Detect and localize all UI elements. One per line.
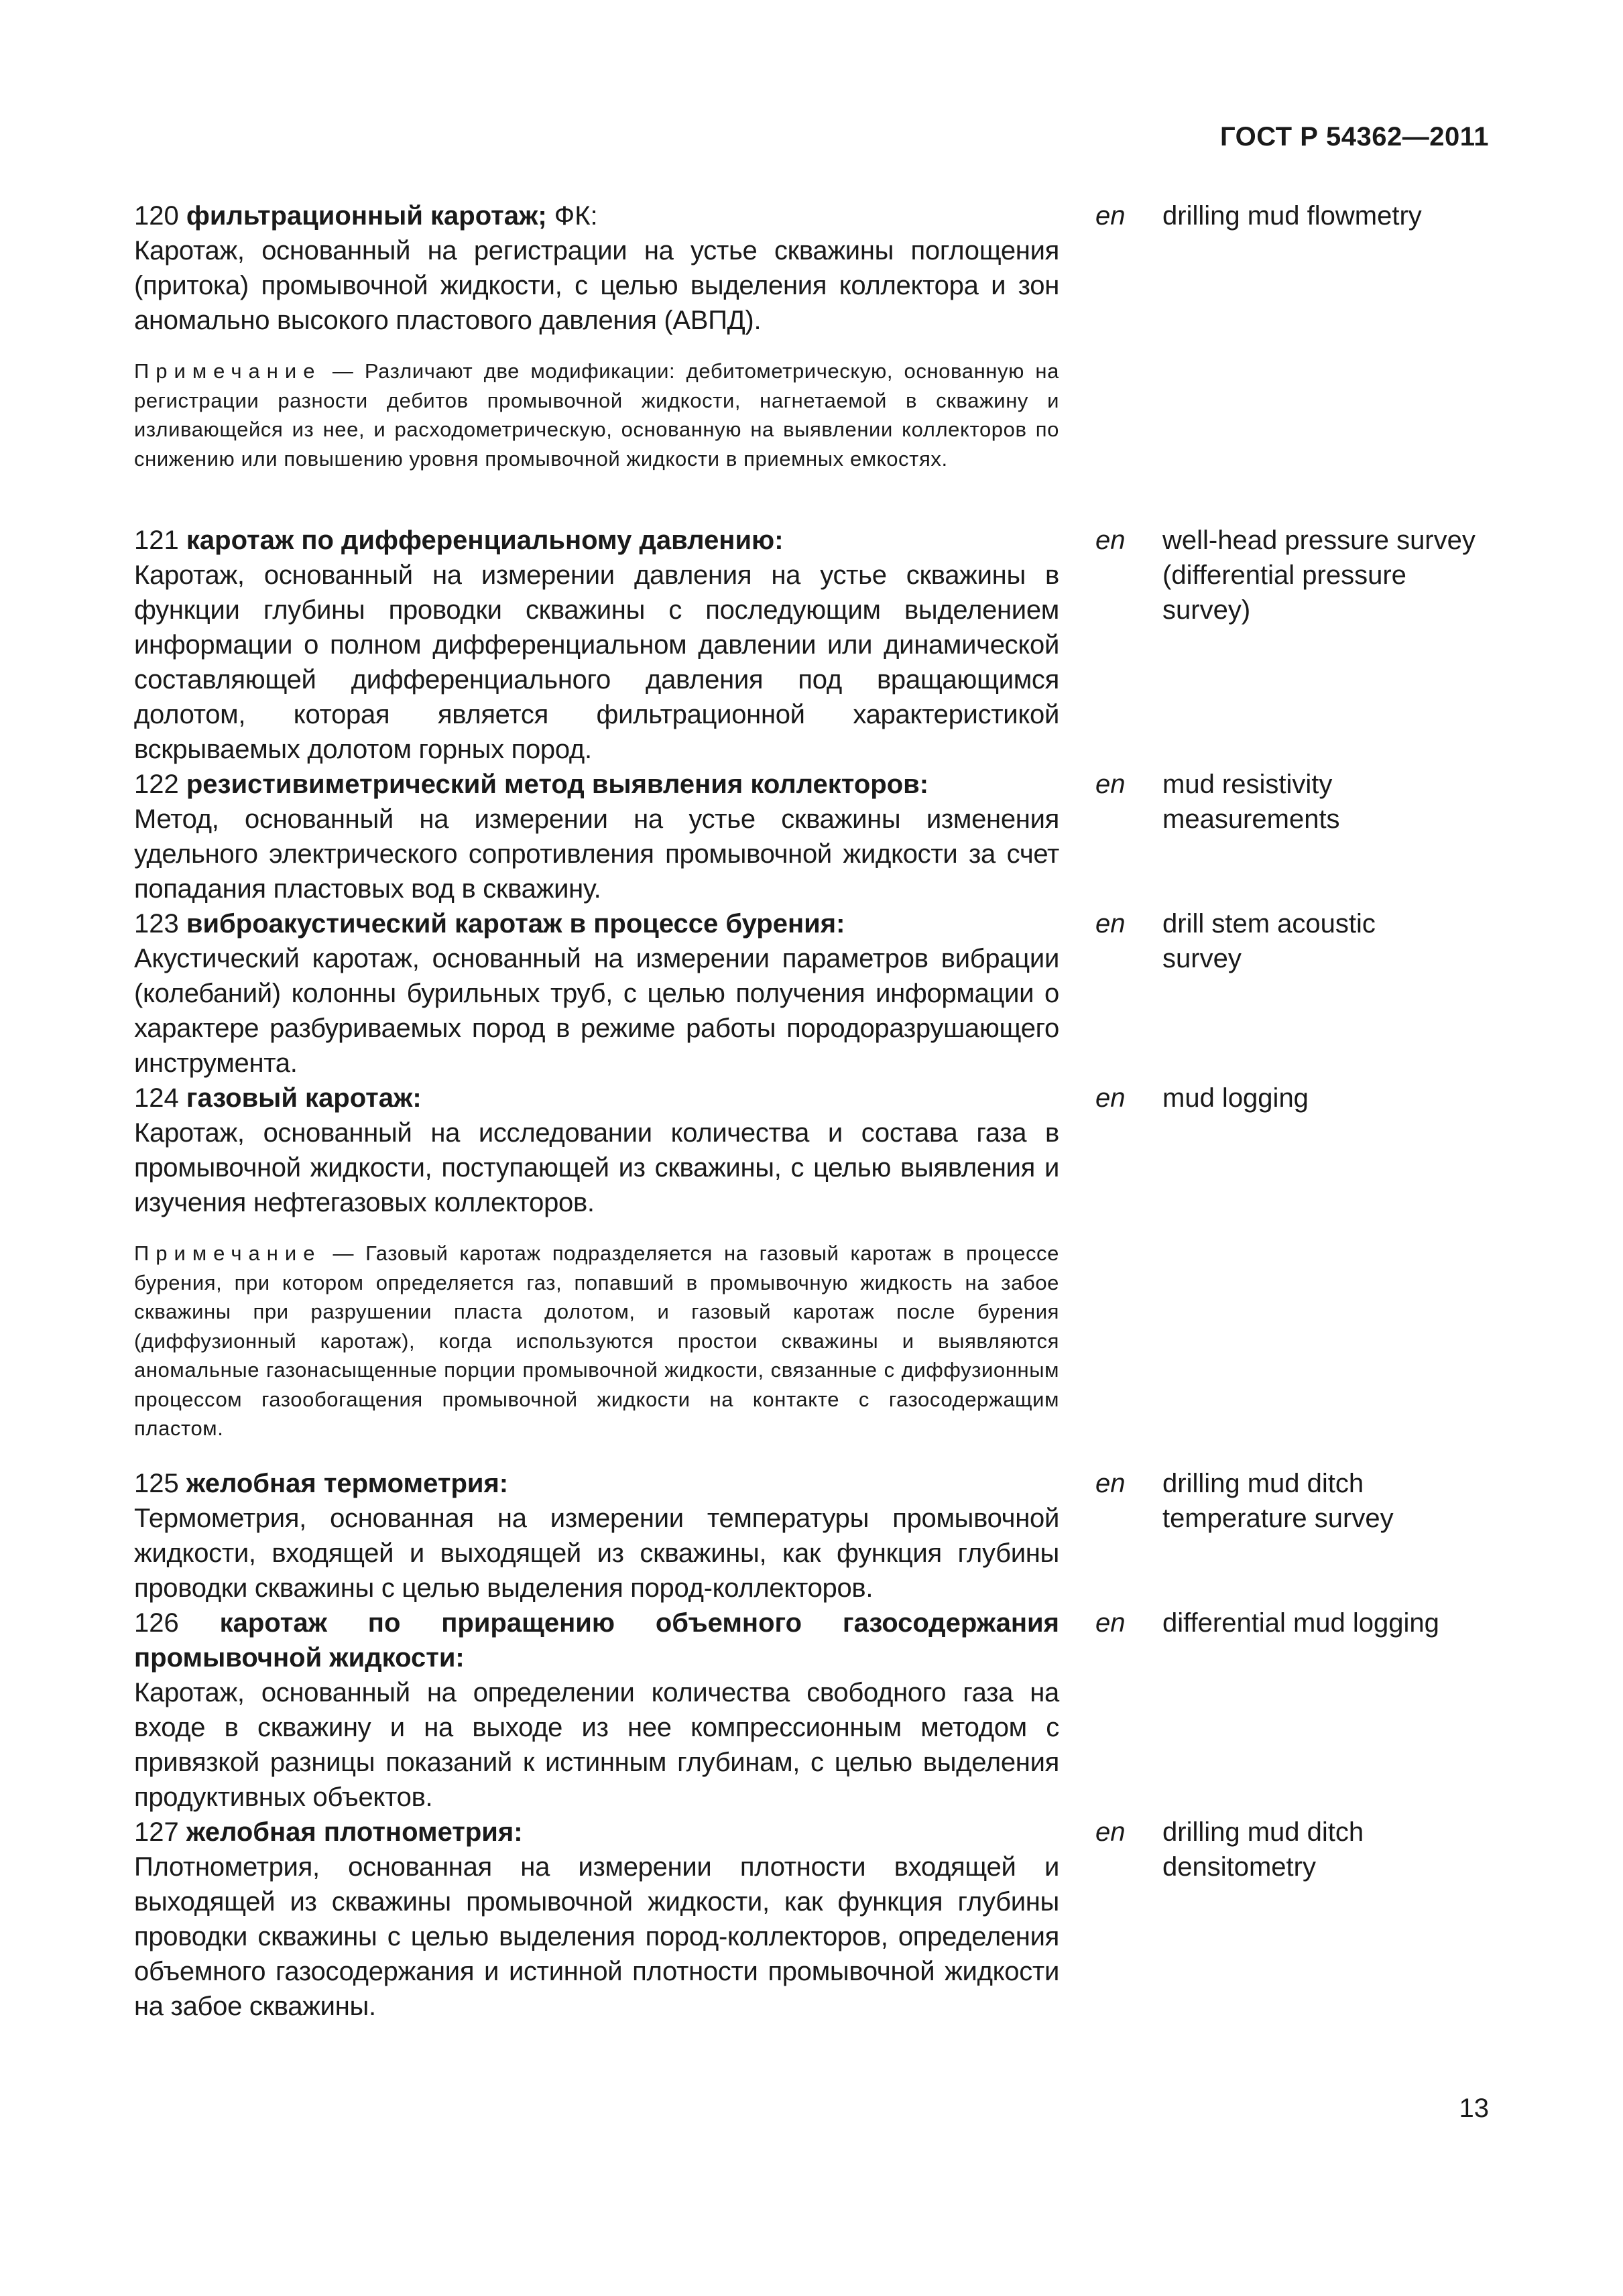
language-code: en	[1095, 1608, 1126, 1638]
term-number: 123	[134, 909, 179, 939]
page-number: 13	[1459, 2094, 1489, 2123]
english-equivalent: mud resistivity measurements	[1162, 770, 1340, 834]
language-code: en	[1095, 526, 1126, 555]
term-title: каротаж по дифференциальному давлению:	[186, 526, 784, 555]
english-equivalent: differential mud logging	[1162, 1608, 1439, 1638]
term-definition: Каротаж, основанный на регистрации на устье скважины поглощения (притока) промывочной жидкости, с целью выделения коллектора и зон аномально высокого пластового давления (АВПД).	[134, 236, 1059, 335]
term-number: 124	[134, 1083, 179, 1113]
term-heading	[134, 1081, 1059, 1115]
term-abbreviation: ФК:	[546, 201, 598, 231]
term-heading	[134, 1466, 1059, 1501]
term-definition: Термометрия, основанная на измерении температуры промывочной жидкости, входящей и выходящей из скважины, как функция глубины проводки скважины с целью выделения пород-коллекторов.	[134, 1503, 1059, 1603]
term-heading	[134, 767, 1059, 802]
term-title: желобная термометрия:	[186, 1468, 509, 1498]
term-body	[134, 1466, 1059, 1606]
term-entry	[134, 523, 1488, 767]
term-number: 126	[134, 1608, 179, 1638]
term-definition: Метод, основанный на измерении на устье скважины изменения удельного электрического сопротивления промывочной жидкости за счет попадания пластовых вод в скважину.	[134, 804, 1059, 904]
term-title: фильтрационный каротаж;	[186, 201, 547, 231]
term-body	[134, 198, 1059, 496]
note-text: — Газовый каротаж подразделяется на газовый каротаж в процессе бурения, при котором определяется газ, попавший в промывочную жидкость на забое скважины при разрушении пласта долотом, и газовый каротаж после бурения (диффузионный каротаж), когда используются простои скважины и выявляются аномальные газонасыщенные порции промывочной жидкости, связанные с диффузионным процессом газообогащения промывочной жидкости на контакте с газосодержащим пластом.	[134, 1242, 1059, 1440]
term-body	[134, 906, 1059, 1081]
term-body	[134, 523, 1059, 767]
term-title: резистивиметрический метод выявления коллекторов:	[186, 770, 929, 799]
term-entry	[134, 906, 1488, 1081]
term-note	[134, 357, 1059, 473]
term-list	[134, 198, 1488, 2024]
term-heading	[134, 523, 1059, 558]
language-code: en	[1095, 1083, 1126, 1113]
english-equivalent: drilling mud flowmetry	[1162, 201, 1422, 231]
term-number: 125	[134, 1468, 179, 1498]
term-heading	[134, 1606, 1059, 1675]
term-definition: Каротаж, основанный на измерении давления на устье скважины в функции глубины проводки скважины с последующим выделением информации о полном дифференциальном давлении или динамической составляющей дифференциального давления под вращающимся долотом, которая является фильтрационной характеристикой вскрываемых долотом горных пород.	[134, 560, 1059, 764]
language-code: en	[1095, 770, 1126, 799]
term-number: 121	[134, 526, 179, 555]
term-body	[134, 767, 1059, 906]
term-definition: Акустический каротаж, основанный на измерении параметров вибрации (колебаний) колонны бурильных труб, с целью получения информации о характере разбуриваемых пород в режиме работы породоразрушающего инструмента.	[134, 944, 1059, 1078]
term-body	[134, 1606, 1059, 1815]
term-title: газовый каротаж:	[186, 1083, 422, 1113]
english-equivalent: mud logging	[1162, 1083, 1309, 1113]
term-note	[134, 1239, 1059, 1443]
english-equivalent: drilling mud ditch temperature survey	[1162, 1468, 1394, 1533]
term-body	[134, 1081, 1059, 1466]
term-entry	[134, 1081, 1488, 1466]
term-number: 120	[134, 201, 179, 231]
language-code: en	[1095, 909, 1126, 939]
term-entry	[134, 1466, 1488, 1606]
term-title: виброакустический каротаж в процессе бурения:	[186, 909, 845, 939]
term-heading	[134, 1815, 1059, 1850]
term-definition: Каротаж, основанный на исследовании количества и состава газа в промывочной жидкости, поступающей из скважины, с целью выявления и изучения нефтегазовых коллекторов.	[134, 1118, 1059, 1217]
note-title: Примечание	[134, 359, 322, 383]
note-text: — Различают две модификации: дебитометрическую, основанную на регистрации разности дебитов промывочной жидкости, нагнетаемой в скважину и изливающейся из нее, и расходометрическую, основанную на выявлении коллекторов по снижению или повышению уровня промывочной жидкости в приемных емкостях.	[134, 359, 1059, 471]
english-equivalent: well-head pressure survey (differential pressure survey)	[1162, 526, 1476, 625]
note-title: Примечание	[134, 1242, 322, 1265]
term-heading	[134, 906, 1059, 941]
term-definition: Плотнометрия, основанная на измерении плотности входящей и выходящей из скважины промывочной жидкости, как функция глубины проводки скважины с целью выделения пород-коллекторов, определения объемного газосодержания и истинной плотности промывочной жидкости на забое скважины.	[134, 1852, 1059, 2021]
term-title: желобная плотнометрия:	[186, 1817, 523, 1847]
term-number: 122	[134, 770, 179, 799]
language-code: en	[1095, 1468, 1126, 1498]
term-number: 127	[134, 1817, 179, 1847]
term-definition: Каротаж, основанный на определении количества свободного газа на входе в скважину и на выходе из нее компрессионным методом с привязкой разницы показаний к истинным глубинам, с целью выделения продуктивных объектов.	[134, 1677, 1059, 1812]
term-entry	[134, 1606, 1488, 1815]
term-entry	[134, 767, 1488, 906]
document-header: ГОСТ Р 54362—2011	[1220, 122, 1489, 152]
term-title: каротаж по приращению объемного газосодержания промывочной жидкости:	[134, 1608, 1059, 1673]
term-entry	[134, 1815, 1488, 2024]
english-equivalent: drill stem acoustic survey	[1162, 909, 1376, 973]
language-code: en	[1095, 201, 1126, 231]
term-heading	[134, 198, 1059, 233]
english-equivalent: drilling mud ditch densitometry	[1162, 1817, 1364, 1882]
term-body	[134, 1815, 1059, 2024]
language-code: en	[1095, 1817, 1126, 1847]
term-entry	[134, 198, 1488, 496]
